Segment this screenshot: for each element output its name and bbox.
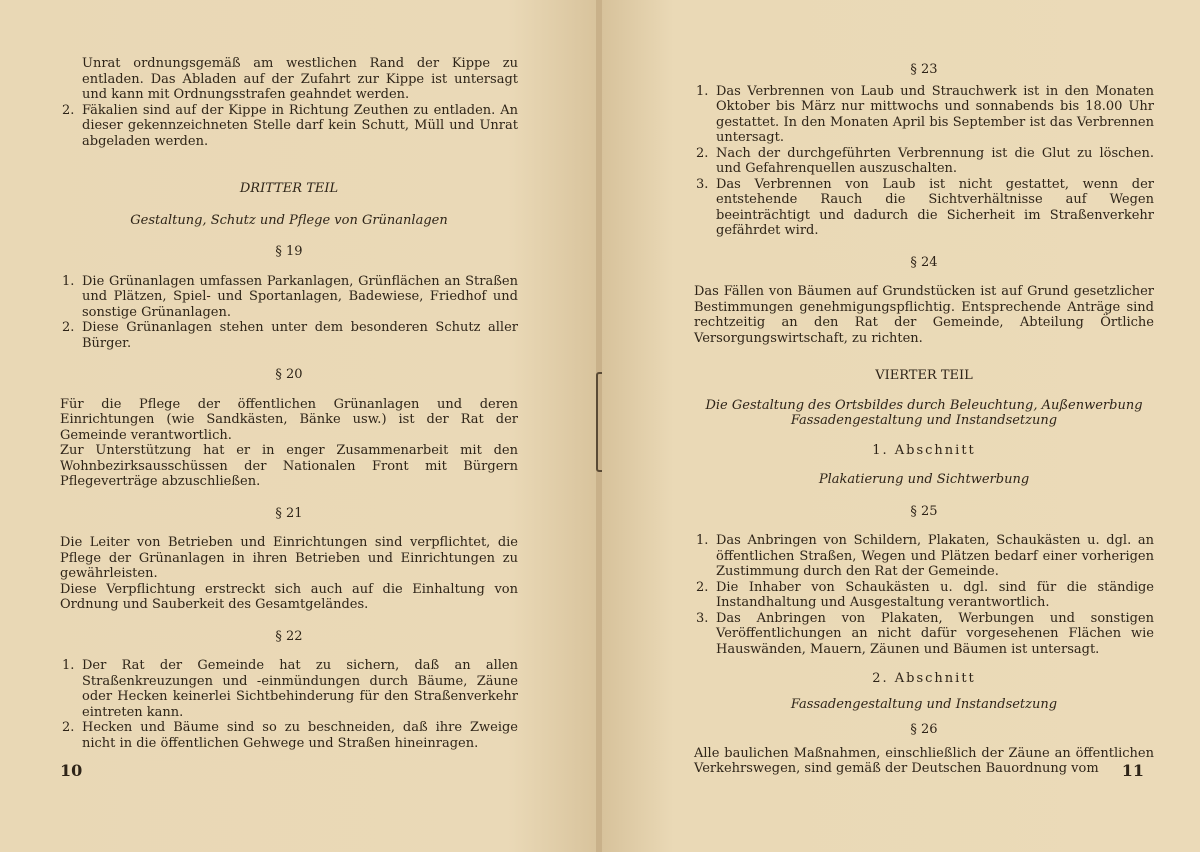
section-subtitle: Fassadengestaltung und Instandsetzung bbox=[790, 696, 1058, 712]
paragraph-heading: § 25 bbox=[910, 503, 938, 519]
paragraph-text: Alle baulichen Maßnahmen, einschließlich der Zäune an öffentlichen Verkehrswegen, sind gemäß der Deutschen Bauordnung vom bbox=[694, 745, 1154, 776]
right-page-content bbox=[694, 62, 1154, 777]
item-text: Das Verbrennen von Laub ist nicht gestattet, wenn der entstehende Rauch die Sichtverhältnisse auf Wegen beeinträchtigt und dadurch die Sicherheit im Straßenverkehr gefährdet wird. bbox=[716, 176, 1154, 238]
item-text: Die Grünanlagen umfassen Parkanlagen, Grünflächen an Straßen und Plätzen, Spiel- und Sportanlagen, Badewiese, Friedhof und sonstige Grünanlagen. bbox=[82, 273, 518, 320]
list-item bbox=[60, 103, 518, 150]
part-subtitle: Gestaltung, Schutz und Pflege von Grünanlagen bbox=[130, 212, 448, 228]
s25-list bbox=[694, 533, 1154, 657]
paragraph-heading: § 21 bbox=[275, 505, 303, 521]
page-number: 11 bbox=[1121, 761, 1144, 780]
list-item bbox=[694, 177, 1154, 239]
s22-list bbox=[60, 658, 518, 751]
list-item bbox=[694, 580, 1154, 611]
list-item bbox=[694, 533, 1154, 580]
page-number: 10 bbox=[60, 761, 83, 780]
list-item bbox=[60, 720, 518, 751]
list-item bbox=[694, 611, 1154, 658]
paragraph-heading: § 24 bbox=[910, 254, 938, 270]
paragraph-text: Für die Pflege der öffentlichen Grünanlagen und deren Einrichtungen (wie Sandkästen, Bänke usw.) ist der Rat der Gemeinde verantwortlich. bbox=[60, 396, 518, 443]
item-number: 2. bbox=[62, 102, 75, 118]
item-number: 2. bbox=[696, 145, 709, 161]
left-page-content bbox=[60, 56, 518, 751]
part-subtitle: Fassadengestaltung und Instandsetzung bbox=[790, 413, 1058, 428]
item-text: Die Inhaber von Schaukästen u. dgl. sind für die ständige Instandhaltung und Ausgestaltung verantwortlich. bbox=[716, 579, 1154, 610]
part-title: DRITTER TEIL bbox=[239, 181, 339, 196]
list-item bbox=[60, 320, 518, 351]
list-item bbox=[60, 658, 518, 720]
item-number: 3. bbox=[696, 610, 709, 626]
item-number: 1. bbox=[62, 658, 75, 673]
item-text: Nach der durchgeführten Verbrennung ist die Glut zu löschen. und Gefahrenquellen auszuschalten. bbox=[716, 145, 1154, 176]
item-text: Hecken und Bäume sind so zu beschneiden, daß ihre Zweige nicht in die öffentlichen Gehwege und Straßen hineinragen. bbox=[82, 720, 518, 751]
paragraph-heading: § 26 bbox=[910, 722, 938, 737]
item-number: 3. bbox=[696, 176, 709, 192]
item-text: Das Anbringen von Schildern, Plakaten, Schaukästen u. dgl. an öffentlichen Straßen, Wegen und Plätzen bedarf einer vorherigen Zustimmung durch den Rat der Gemeinde. bbox=[716, 533, 1154, 579]
paragraph-heading: § 22 bbox=[275, 628, 303, 644]
s19-list bbox=[60, 274, 518, 352]
intro-text: Unrat ordnungsgemäß am westlichen Rand der Kippe zu entladen. Das Abladen auf der Zufahrt zur Kippe ist untersagt und kann mit Ordnungsstrafen geahndet werden. bbox=[82, 56, 518, 102]
list-item bbox=[694, 84, 1154, 146]
section-subtitle: Plakatierung und Sichtwerbung bbox=[818, 472, 1030, 487]
item-text: Fäkalien sind auf der Kippe in Richtung Zeuthen zu entladen. An dieser gekennzeichneten Stelle darf kein Schutt, Müll und Unrat abgeladen werden. bbox=[82, 102, 518, 149]
item-number: 2. bbox=[62, 320, 75, 335]
item-text: Das Anbringen von Plakaten, Werbungen und sonstigen Veröffentlichungen an nicht dafür vorgesehenen Flächen wie Hauswänden, Mauern, Zäunen und Bäumen ist untersagt. bbox=[716, 610, 1154, 657]
paragraph-text: Das Fällen von Bäumen auf Grundstücken ist auf Grund gesetzlicher Bestimmungen genehmigungspflichtig. Entsprechende Anträge sind rechtzeitig an den Rat der Gemeinde, Abteilung Örtliche Versorgungswirtschaft, zu richten. bbox=[694, 284, 1154, 346]
list-item bbox=[694, 146, 1154, 177]
list-item bbox=[60, 56, 518, 103]
left-page bbox=[0, 0, 598, 852]
section-heading: 2. Abschnitt bbox=[872, 671, 976, 686]
item-number: 1. bbox=[62, 273, 75, 289]
item-text: Das Verbrennen von Laub und Strauchwerk ist in den Monaten Oktober bis März nur mittwochs und sonnabends bis 18.00 Uhr gestattet. In den Monaten April bis September ist das Verbrennen untersagt. bbox=[716, 83, 1154, 145]
paragraph-heading: § 20 bbox=[275, 367, 303, 382]
paragraph-text: Zur Unterstützung hat er in enger Zusammenarbeit mit den Wohnbezirksausschüssen der Nationalen Front mit Bürgern Pflegeverträge abzuschließen. bbox=[60, 443, 518, 489]
item-number: 1. bbox=[696, 533, 709, 548]
item-number: 2. bbox=[696, 579, 709, 595]
s23-list bbox=[694, 84, 1154, 239]
paragraph-heading: § 23 bbox=[910, 62, 938, 77]
item-number: 2. bbox=[62, 720, 75, 735]
paragraph-text: Die Leiter von Betrieben und Einrichtungen sind verpflichtet, die Pflege der Grünanlagen in ihren Betrieben und Einrichtungen zu gewährleisten. bbox=[60, 535, 518, 581]
section-heading: 1. Abschnitt bbox=[872, 442, 976, 458]
right-page bbox=[602, 0, 1200, 852]
part-subtitle: Die Gestaltung des Ortsbildes durch Beleuchtung, Außenwerbung bbox=[705, 397, 1143, 413]
item-number: 1. bbox=[696, 83, 709, 99]
item-text: Der Rat der Gemeinde hat zu sichern, daß an allen Straßenkreuzungen und -einmündungen durch Bäume, Zäune oder Hecken keinerlei Sichtbehinderung für den Straßenverkehr eintreten kann. bbox=[82, 658, 518, 720]
item-text: Diese Grünanlagen stehen unter dem besonderen Schutz aller Bürger. bbox=[82, 320, 518, 351]
list-item bbox=[60, 274, 518, 321]
part-title: VIERTER TEIL bbox=[875, 368, 973, 383]
paragraph-heading: § 19 bbox=[275, 244, 303, 259]
paragraph-text: Diese Verpflichtung erstreckt sich auch auf die Einhaltung von Ordnung und Sauberkeit des Gesamtgeländes. bbox=[60, 581, 518, 612]
continued-list bbox=[60, 56, 518, 149]
